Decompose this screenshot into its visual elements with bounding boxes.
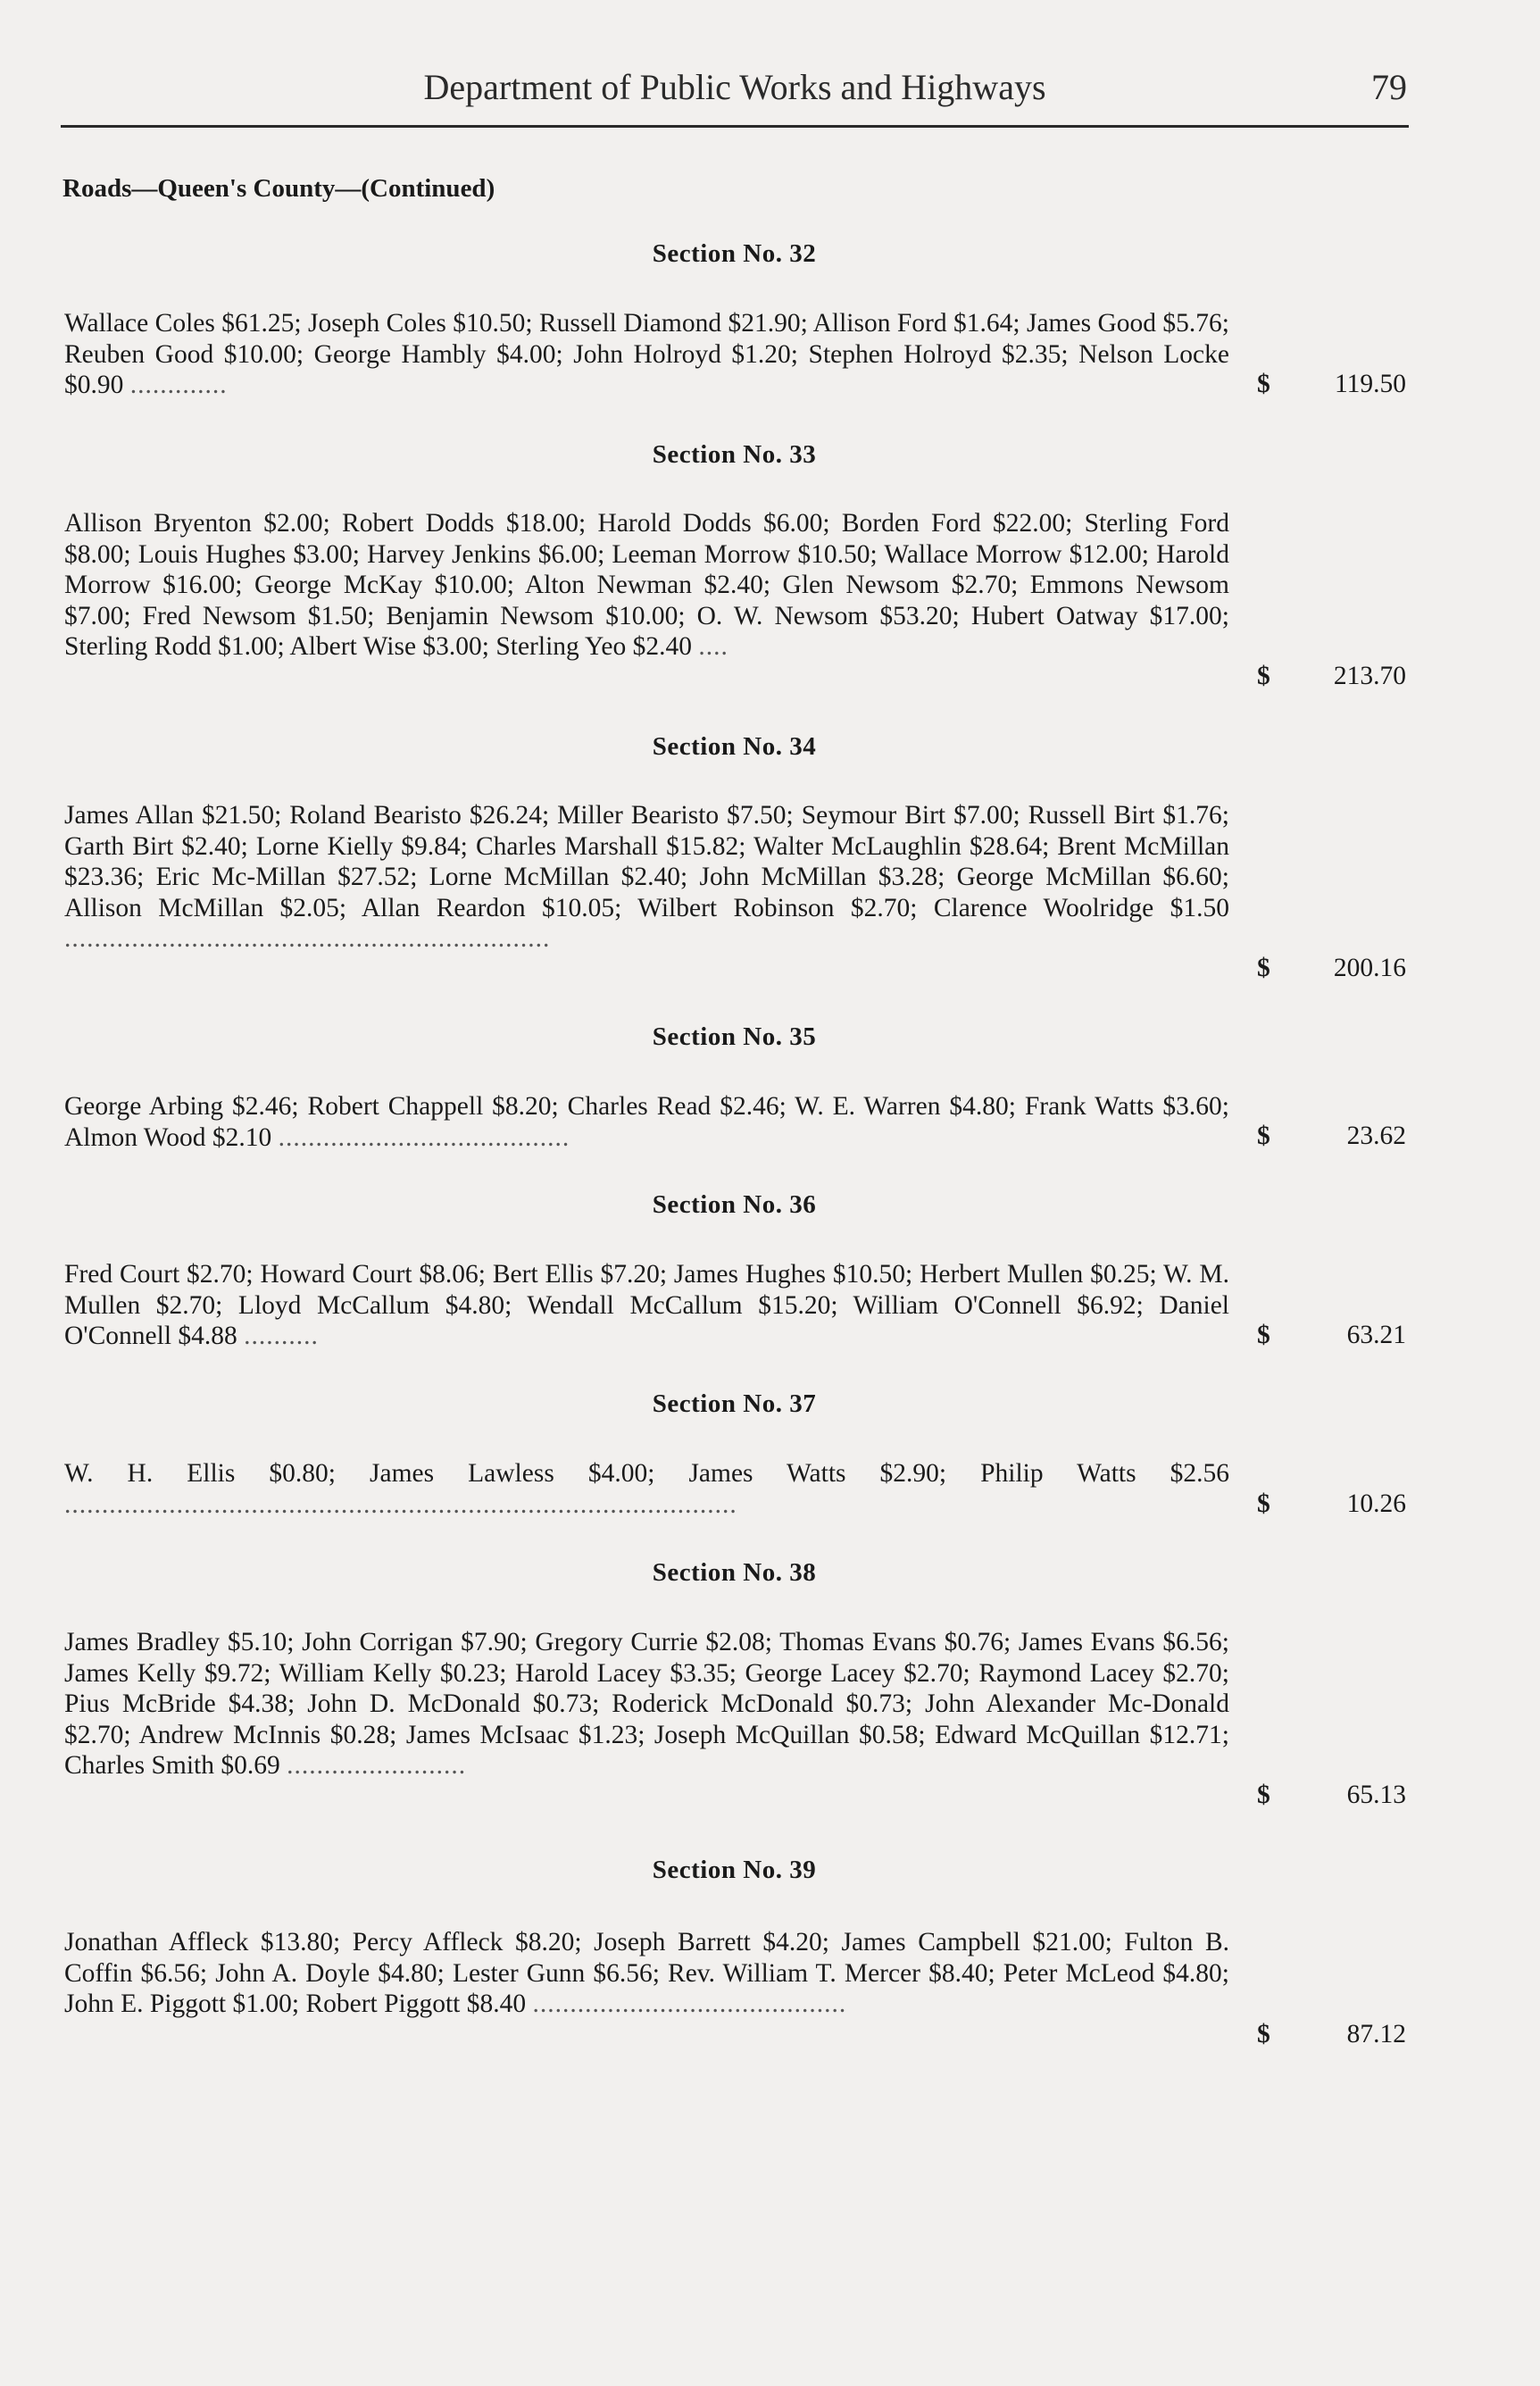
- section-entries: [64, 308, 1229, 401]
- section-entries-text: George Arbing $2.46; Robert Chappell $8.20; Charles Read $2.46; W. E. Warren $4.80; Frank Watts $3.60; Almon Wood $2.10: [64, 1092, 1229, 1152]
- section-entries-text: James Allan $21.50; Roland Bearisto $26.24; Miller Bearisto $7.50; Seymour Birt $7.00; Russell Birt $1.76; Garth Birt $2.40; Lorne Kielly $9.84; Charles Marshall $15.82; Walter McLaughlin $28.64; Brent McMillan $23.36; Eric Mc-Millan $27.52; Lorne McMillan $2.40; John McMillan $3.28; George McMillan $6.60; Allison McMillan $2.05; Allan Reardon $10.05; Wilbert Robinson $2.70; Clarence Woolridge $1.50: [64, 801, 1229, 922]
- currency-sign: $: [1257, 954, 1270, 982]
- dot-leader: .............: [129, 371, 228, 399]
- section-total: 119.50: [1334, 370, 1406, 398]
- section-total: 213.70: [1333, 662, 1406, 690]
- section-heading: Section No. 37: [652, 1389, 817, 1418]
- currency-sign: $: [1257, 370, 1270, 398]
- section-entries: [64, 508, 1229, 663]
- section-entries: [64, 1259, 1229, 1352]
- section-entries-text: Jonathan Affleck $13.80; Percy Affleck $8.20; Joseph Barrett $4.20; James Campbell $21.00; Fulton B. Coffin $6.56; John A. Doyle $4.80; Lester Gunn $6.56; Rev. William T. Mercer $8.40; Peter McLeod $4.80; John E. Piggott $1.00; Robert Piggott $8.40: [64, 1928, 1229, 2018]
- section-total: 87.12: [1346, 2020, 1406, 2048]
- section-heading: Section No. 32: [652, 239, 817, 268]
- section-total: 200.16: [1333, 954, 1406, 982]
- section-entries: [64, 1627, 1229, 1781]
- header-rule: [61, 125, 1409, 128]
- section-heading: Section No. 33: [652, 440, 817, 469]
- section-total: 63.21: [1346, 1321, 1406, 1349]
- section-heading: Section No. 39: [652, 1856, 817, 1884]
- section-entries: [64, 1091, 1229, 1153]
- section-heading: Section No. 38: [652, 1558, 817, 1587]
- page-number: 79: [1371, 67, 1407, 107]
- dot-leader: ....: [698, 632, 728, 661]
- section-entries-text: Allison Bryenton $2.00; Robert Dodds $18.00; Harold Dodds $6.00; Borden Ford $22.00; Sterling Ford $8.00; Louis Hughes $3.00; Harvey Jenkins $6.00; Leeman Morrow $10.50; Wallace Morrow $12.00; Harold Morrow $16.00; George McKay $10.00; Alton Newman $2.40; Glen Newsom $2.70; Emmons Newsom $7.00; Fred Newsom $1.50; Benjamin Newsom $10.00; O. W. Newsom $53.20; Hubert Oatway $17.00; Sterling Rodd $1.00; Albert Wise $3.00; Sterling Yeo $2.40: [64, 509, 1229, 661]
- section-entries: [64, 1927, 1229, 2020]
- dot-leader: .......................................: [278, 1122, 570, 1152]
- currency-sign: $: [1257, 662, 1270, 690]
- currency-sign: $: [1257, 1489, 1270, 1518]
- section-entries-text: W. H. Ellis $0.80; James Lawless $4.00; James Watts $2.90; Philip Watts $2.56: [64, 1459, 1229, 1488]
- section-entries: [64, 1458, 1229, 1520]
- section-entries-text: James Bradley $5.10; John Corrigan $7.90; Gregory Currie $2.08; Thomas Evans $0.76; James Evans $6.56; James Kelly $9.72; William Kelly $0.23; Harold Lacey $3.35; George Lacey $2.70; Raymond Lacey $2.70; Pius McBride $4.38; John D. McDonald $0.73; Roderick McDonald $0.73; John Alexander Mc-Donald $2.70; Andrew McInnis $0.28; James McIsaac $1.23; Joseph McQuillan $0.58; Edward McQuillan $12.71; Charles Smith $0.69: [64, 1628, 1229, 1780]
- page-header: [61, 61, 1409, 123]
- dot-leader: .................................................................: [64, 924, 551, 953]
- dot-leader: ..........................................................................................: [64, 1489, 737, 1519]
- currency-sign: $: [1257, 1321, 1270, 1349]
- section-heading: Section No. 34: [652, 732, 817, 761]
- section-entries: [64, 800, 1229, 955]
- section-entries-text: Wallace Coles $61.25; Joseph Coles $10.50; Russell Diamond $21.90; Allison Ford $1.64; James Good $5.76; Reuben Good $10.00; George Hambly $4.00; John Holroyd $1.20; Stephen Holroyd $2.35; Nelson Locke $0.90: [64, 309, 1229, 399]
- section-heading: Section No. 36: [652, 1190, 817, 1219]
- running-head: Roads—Queen's County—(Continued): [62, 174, 495, 203]
- section-heading: Section No. 35: [652, 1022, 817, 1051]
- currency-sign: $: [1257, 2020, 1270, 2048]
- dot-leader: ..........: [244, 1322, 319, 1350]
- currency-sign: $: [1257, 1122, 1270, 1150]
- section-total: 10.26: [1346, 1489, 1406, 1518]
- section-total: 65.13: [1346, 1781, 1406, 1809]
- header-title: Department of Public Works and Highways: [423, 67, 1046, 107]
- currency-sign: $: [1257, 1781, 1270, 1809]
- section-entries-text: Fred Court $2.70; Howard Court $8.06; Bert Ellis $7.20; James Hughes $10.50; Herbert Mullen $0.25; W. M. Mullen $2.70; Lloyd McCallum $4.80; Wendall McCallum $15.20; William O'Connell $6.92; Daniel O'Connell $4.88: [64, 1260, 1229, 1350]
- section-total: 23.62: [1346, 1122, 1406, 1150]
- dot-leader: ..........................................: [532, 1990, 847, 2018]
- dot-leader: ........................: [287, 1751, 467, 1780]
